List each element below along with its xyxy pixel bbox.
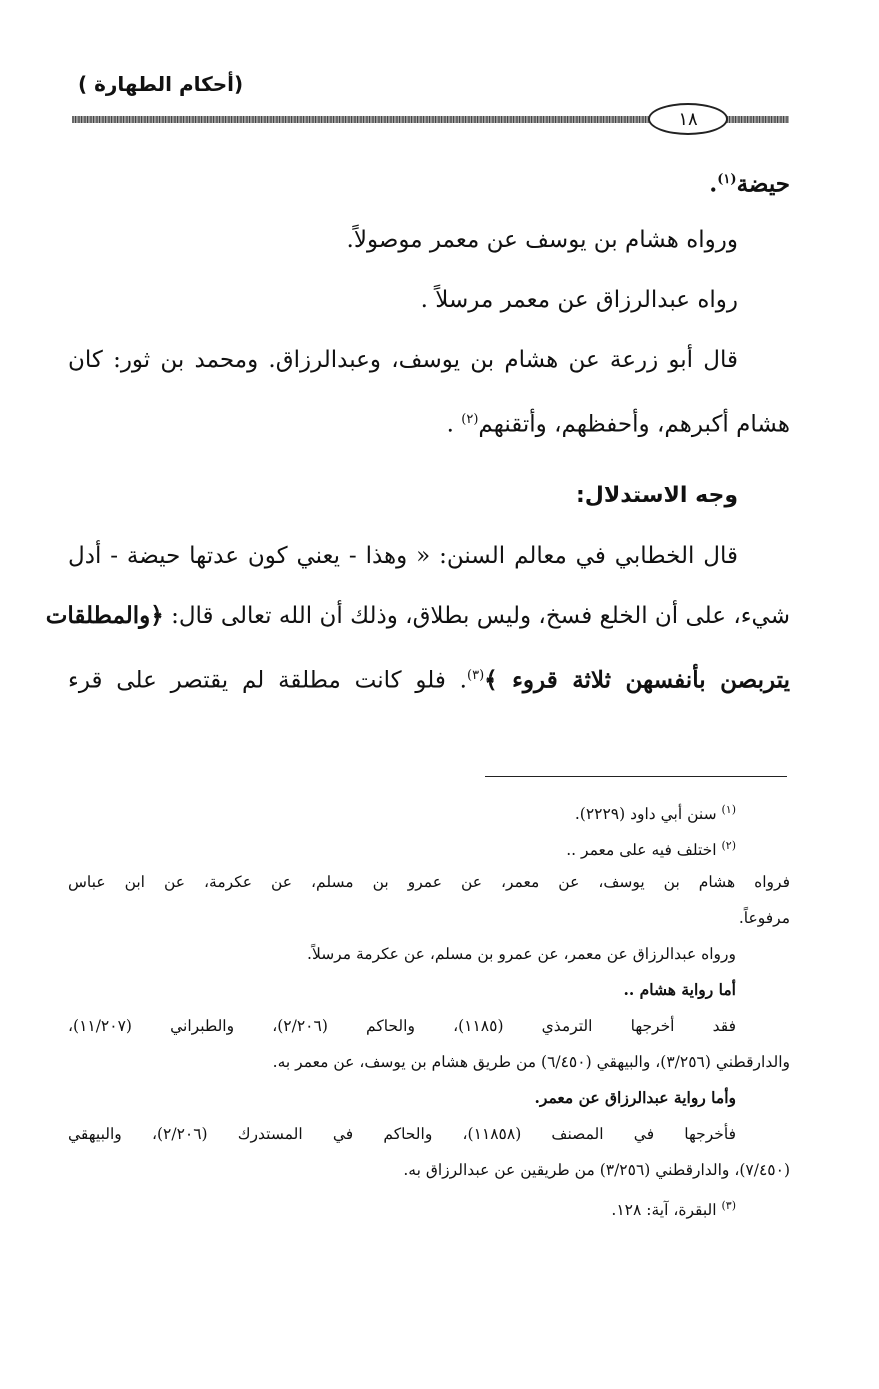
footnote-subheading: وأما رواية عبدالرزاق عن معمر. [534,1088,736,1107]
footnote: $^{(٣)}$ البقرة، آية: ١٢٨. [611,1199,736,1220]
quran-quote: يتربصن بأنفسهن ثلاثة قروء ﴾ [484,666,790,694]
footnote-line: فأخرجها في المصنف (١١٨٥٨)، والحاكم في المستدرك (٢/٢٠٦)، والبيهقي [68,1125,737,1143]
spacer [68,450,790,466]
page-number: ١٨ [648,103,728,135]
footnote-line: فقد أخرجها الترمذي (١١٨٥)، والحاكم (٢/٢٠٦)، والطبراني (١١/٢٠٧)، [68,1017,737,1035]
footnote-mark: (٢) [721,839,736,852]
footnotes [68,792,790,1224]
running-title: (أحكام الطهارة ) [78,72,244,96]
body-line: قال الخطابي في معالم السنن: « وهذا - يعني كون عدتها حيضة - أدل [68,543,738,569]
footnote-line: فرواه هشام بن يوسف، عن معمر، عن عمرو بن مسلم، عن عكرمة، عن ابن عباس [68,873,790,891]
body-line: ورواه هشام بن يوسف عن معمر موصولاً. [346,227,738,253]
body-line: رواه عبدالرزاق عن معمر مرسلاً . [420,287,738,313]
footnote-ref: (١) [717,172,737,187]
body-line: قال أبو زرعة عن هشام بن يوسف، وعبدالرزاق. ومحمد بن ثور: كان [68,347,738,373]
quran-quote: ﴿والمطلقات [45,602,164,629]
footnote-line: (٧/٤٥٠)، والدارقطني (٣/٢٥٦) من طريقين عن عبدالرزاق به. [403,1161,790,1179]
footnote-ref: (٣) [467,668,485,683]
body-line: هشام أكبرهم، وأحفظهم، وأتقنهم$^{(٢)}$ . [446,411,790,438]
footnote: $^{(١)}$ سنن أبي داود (٢٢٢٩). [574,803,736,824]
section-heading: وجه الاستدلال: [575,483,738,508]
footnote-line: والدارقطني (٣/٢٥٦)، والبيهقي (٦/٤٥٠) من طريق هشام بن يوسف، عن معمر به. [272,1053,790,1071]
footnote-subheading: أما رواية هشام .. [623,980,736,999]
footnote-mark: (١) [721,803,736,816]
body-line: يتربصن بأنفسهن ثلاثة قروء ﴾$^{(٣)}$. فلو كانت مطلقة لم يقتصر على قرء [68,666,790,694]
footnote-separator [485,776,787,777]
footnote-line: ورواه عبدالرزاق عن معمر، عن عمرو بن مسلم، عن عكرمة مرسلاً. [307,945,736,963]
footnote-line: مرفوعاً. [738,909,790,927]
footnote: $^{(٢)}$ اختلف فيه على معمر .. [566,839,736,860]
footnote-mark: (٣) [721,1199,736,1212]
body-line: شيء، على أن الخلع فسخ، وليس بطلاق، وذلك أن الله تعالى قال: ﴿والمطلقات [45,602,790,629]
footnote-ref: (٢) [461,412,479,427]
body-text [45,150,790,706]
body-line: حيضة$^{(١)}$. [709,170,790,198]
